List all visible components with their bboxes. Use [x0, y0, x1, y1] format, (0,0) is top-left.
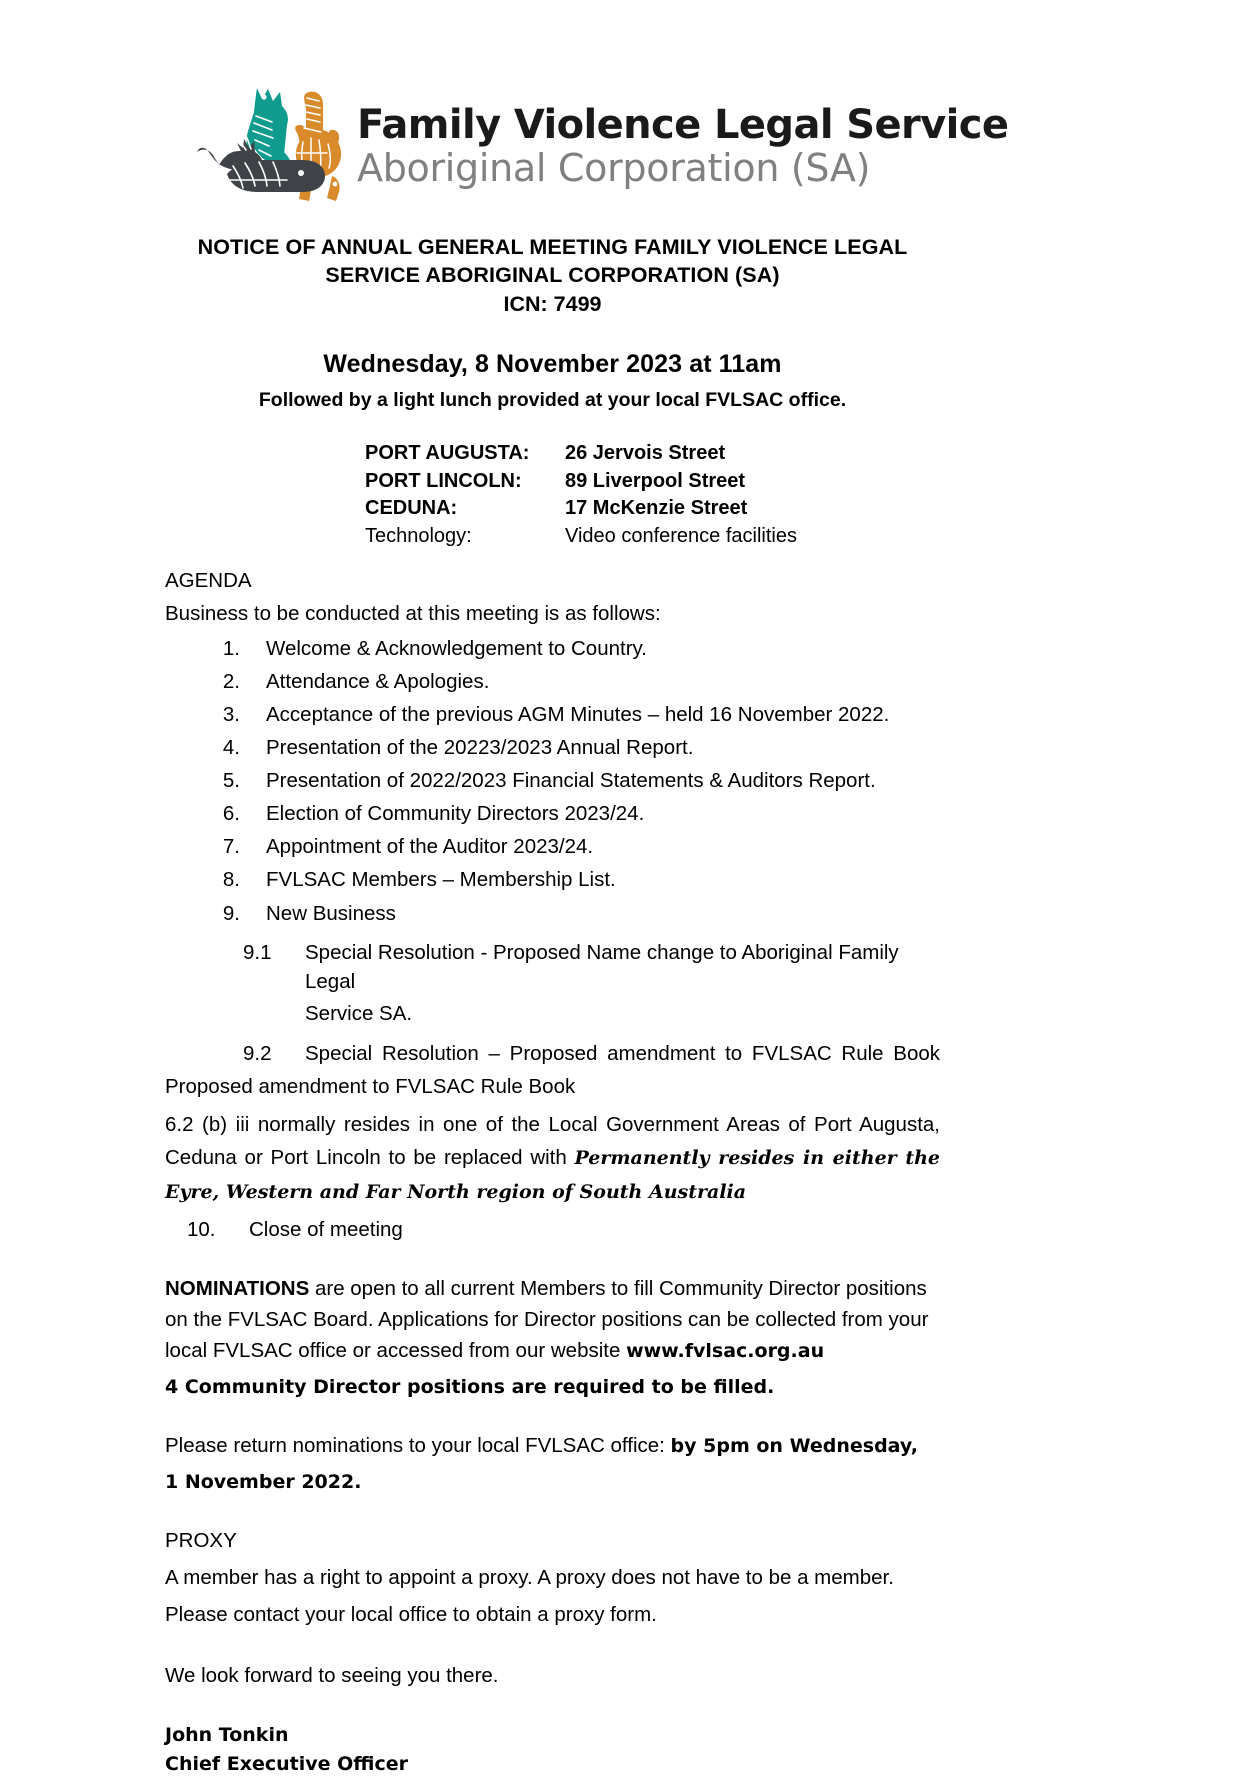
venue-row	[365, 440, 940, 468]
nominations-deadline-date: 1 November 2022.	[165, 1470, 362, 1493]
agenda-item-number: 2.	[222, 669, 240, 693]
agenda-sub-number: 9.2	[243, 1041, 272, 1065]
agenda-item	[165, 900, 940, 928]
meeting-date: Wednesday, 8 November 2023 at 11am	[323, 350, 782, 379]
document-content	[165, 0, 1009, 1778]
return-nominations-text: Please return nominations to your local FVLSAC office:	[165, 1434, 671, 1458]
rulebook-emphasised-text: Permanently resides in either the Eyre, Western and Far North region of South Australia	[165, 1147, 941, 1203]
nominations-paragraph	[165, 1274, 940, 1366]
director-positions-line: 4 Community Director positions are required to be filled.	[165, 1375, 775, 1398]
agenda-item-number: 4.	[222, 736, 240, 760]
agenda-sub-text: Special Resolution – Proposed amendment to FVLSAC Rule Book	[305, 1041, 940, 1065]
logo-title: Family Violence Legal Service	[357, 101, 1009, 148]
agenda-item-number: 5.	[222, 769, 240, 793]
venue-name: Technology:	[365, 524, 472, 547]
rulebook-plain-text: 6.2 (b) iii normally resides in one of the Local Government Areas of Port Augusta, Ceduna or Port Lincoln to be replaced with	[165, 1113, 940, 1170]
agenda-item-text: Election of Community Directors 2023/24.	[266, 802, 645, 826]
agenda-sub-item	[165, 938, 940, 997]
rulebook-heading: Proposed amendment to FVLSAC Rule Book	[165, 1075, 576, 1099]
venue-name: PORT AUGUSTA:	[365, 442, 530, 465]
proxy-line-1: A member has a right to appoint a proxy. A proxy does not have to be a member.	[165, 1566, 894, 1590]
organisation-logo	[165, 0, 1009, 213]
page-title	[165, 233, 940, 290]
venue-row	[365, 468, 940, 496]
agenda-item-number: 10.	[187, 1217, 216, 1241]
venue-address: 89 Liverpool Street	[565, 469, 746, 492]
closing-line: We look forward to seeing you there.	[165, 1663, 499, 1687]
logo-wordmark	[357, 101, 1009, 190]
notice-line-2: SERVICE ABORIGINAL CORPORATION (SA)	[325, 263, 780, 288]
rulebook-amendment	[165, 1108, 940, 1208]
agenda-item-number: 8.	[222, 868, 240, 892]
venue-address: 26 Jervois Street	[565, 442, 726, 465]
agenda-item-text: Acceptance of the previous AGM Minutes – held 16 November 2022.	[266, 703, 890, 727]
venue-address: Video conference facilities	[565, 524, 797, 547]
agenda-sub-item	[165, 1039, 940, 1069]
agenda-item-number: 1.	[222, 636, 240, 660]
agenda-item-text: Presentation of the 20223/2023 Annual Report.	[266, 736, 694, 760]
agenda-item-number: 3.	[222, 703, 240, 727]
venue-name: PORT LINCOLN:	[365, 469, 522, 492]
signatory-title: Chief Executive Officer	[165, 1752, 409, 1775]
lunch-note: Followed by a light lunch provided at your local FVLSAC office.	[258, 389, 847, 412]
signature-block	[165, 1721, 940, 1778]
agenda-item-text: Presentation of 2022/2023 Financial Statements & Auditors Report.	[266, 769, 876, 793]
proxy-line-2: Please contact your local office to obtain a proxy form.	[165, 1602, 657, 1626]
agenda-item	[165, 866, 940, 894]
website-link[interactable]: www.fvlsac.org.au	[626, 1339, 825, 1362]
agenda-item-text: Attendance & Apologies.	[266, 669, 490, 693]
agenda-item-text: Close of meeting	[249, 1217, 403, 1241]
logo-subtitle: Aboriginal Corporation (SA)	[357, 145, 871, 190]
agenda-item-text: Welcome & Acknowledgement to Country.	[266, 636, 647, 660]
agenda-item-number: 7.	[222, 835, 240, 859]
agenda-sub-text: Special Resolution - Proposed Name change to Aboriginal Family Legal	[305, 940, 899, 994]
signatory-name: John Tonkin	[165, 1724, 289, 1747]
agenda-intro: Business to be conducted at this meeting is as follows:	[165, 602, 661, 626]
venue-list	[365, 440, 940, 550]
agenda-item	[165, 1216, 940, 1245]
agenda-item	[165, 734, 940, 762]
agenda-item	[165, 833, 940, 861]
agenda-heading: AGENDA	[165, 568, 252, 592]
venue-row	[365, 523, 940, 551]
agenda-item-number: 6.	[222, 802, 240, 826]
agenda-item-text: FVLSAC Members – Membership List.	[266, 868, 616, 892]
agenda-item	[165, 800, 940, 828]
venue-row	[365, 495, 940, 523]
agenda-list	[165, 635, 940, 928]
venue-name: CEDUNA:	[365, 497, 458, 520]
agenda-sub-number: 9.1	[243, 940, 272, 964]
agenda-item	[165, 668, 940, 696]
agenda-item-text: New Business	[266, 901, 396, 925]
venue-address: 17 McKenzie Street	[565, 497, 748, 520]
return-nominations-paragraph	[165, 1431, 940, 1462]
logo-artwork	[183, 78, 351, 213]
agenda-item	[165, 635, 940, 663]
notice-line-1: NOTICE OF ANNUAL GENERAL MEETING FAMILY VIOLENCE LEGAL	[197, 235, 908, 259]
nominations-label: NOMINATIONS	[165, 1277, 310, 1301]
agenda-sub-continuation: Service SA.	[305, 1002, 413, 1026]
agenda-item-text: Appointment of the Auditor 2023/24.	[266, 835, 594, 859]
agenda-item	[165, 701, 940, 729]
proxy-heading: PROXY	[165, 1529, 237, 1553]
agenda-item	[165, 767, 940, 795]
icn-number: ICN: 7499	[503, 291, 602, 316]
nominations-deadline: by 5pm on Wednesday,	[670, 1435, 919, 1458]
nominations-text: are open to all current Members to fill Community Director positions on the FVLSAC Board. Applications for Director positions can be collected from your local FVLSAC office or accessed from our website	[165, 1277, 929, 1362]
agenda-item-number: 9.	[222, 901, 240, 925]
